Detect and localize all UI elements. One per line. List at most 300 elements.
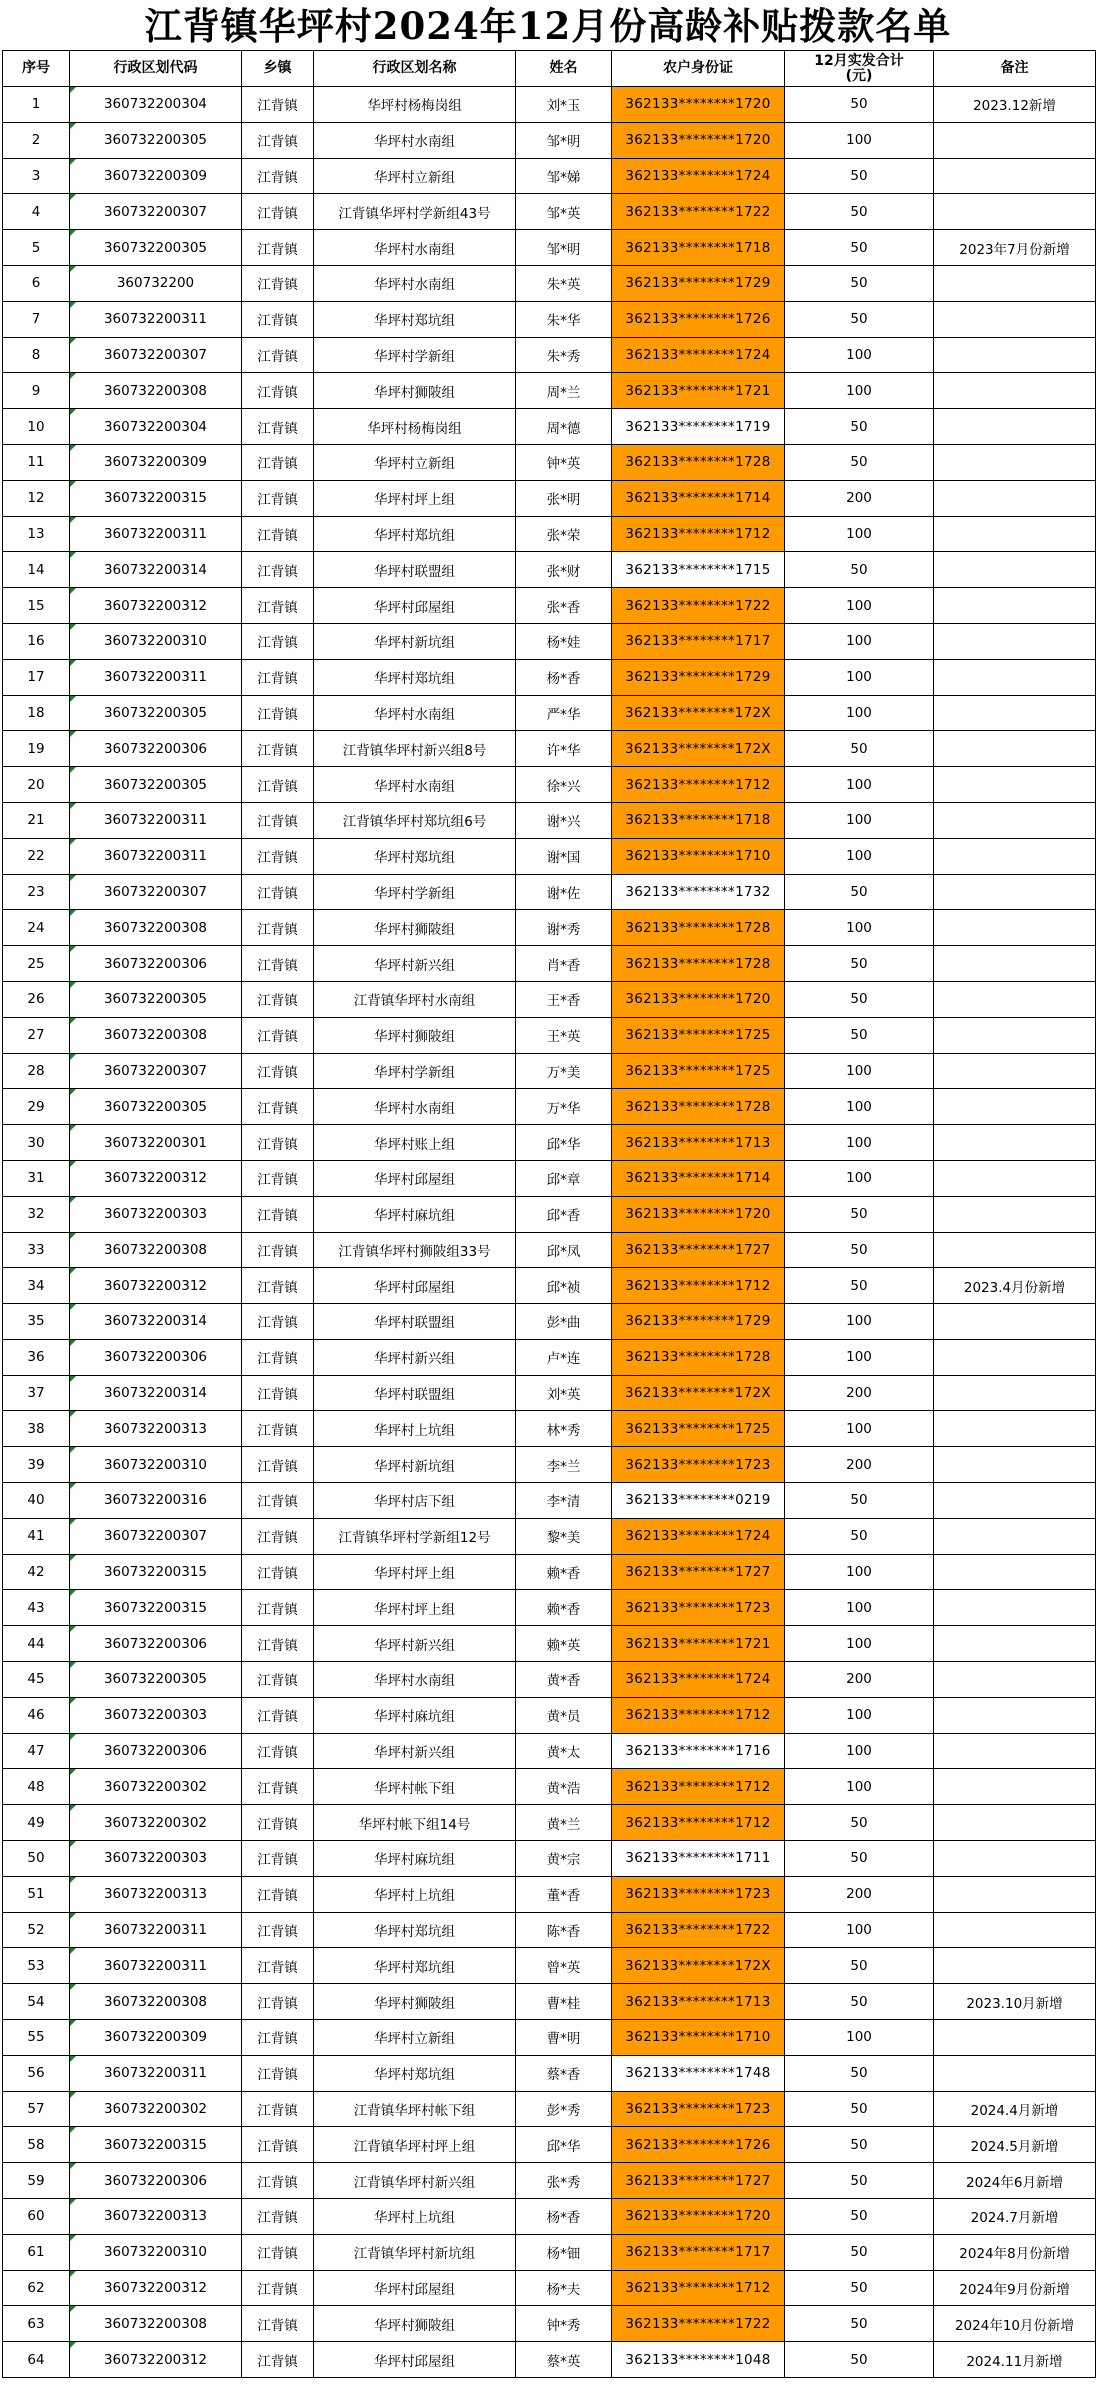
note-cell: [934, 1662, 1096, 1698]
table-row: [3, 2055, 1096, 2091]
note-cell: 2024年6月新增: [934, 2163, 1096, 2199]
area-name-cell: 华坪村上坑组: [314, 2199, 516, 2235]
table-row: [3, 1089, 1096, 1125]
town-cell: 江背镇: [242, 552, 314, 588]
person-name-cell: 邱*华: [516, 2127, 612, 2163]
amount-cell: 50: [785, 1805, 934, 1841]
row-number-cell: 33: [3, 1232, 70, 1268]
area-code-cell: 360732200305: [70, 122, 242, 158]
row-number-cell: 44: [3, 1626, 70, 1662]
area-name-cell: 华坪村水南组: [314, 1089, 516, 1125]
amount-cell: 50: [785, 1196, 934, 1232]
area-name-cell: 江背镇华坪村新兴组8号: [314, 731, 516, 767]
id-number-cell: 362133********1725: [612, 1017, 785, 1053]
area-code-cell: 360732200312: [70, 588, 242, 624]
town-cell: 江背镇: [242, 2055, 314, 2091]
person-name-cell: 万*华: [516, 1089, 612, 1125]
person-name-cell: 李*兰: [516, 1447, 612, 1483]
row-number-cell: 34: [3, 1268, 70, 1304]
note-cell: [934, 1232, 1096, 1268]
note-cell: [934, 1017, 1096, 1053]
note-cell: [934, 480, 1096, 516]
person-name-cell: 谢*佐: [516, 874, 612, 910]
area-name-cell: 华坪村麻坑组: [314, 1841, 516, 1877]
note-cell: [934, 301, 1096, 337]
row-number-cell: 49: [3, 1805, 70, 1841]
area-code-cell: 360732200306: [70, 2163, 242, 2199]
area-code-cell: 360732200302: [70, 2091, 242, 2127]
area-name-cell: 华坪村学新组: [314, 874, 516, 910]
table-row: [3, 2199, 1096, 2235]
row-number-cell: 62: [3, 2270, 70, 2306]
row-number-cell: 50: [3, 1841, 70, 1877]
row-number-cell: 29: [3, 1089, 70, 1125]
id-number-cell: 362133********1732: [612, 874, 785, 910]
area-name-cell: 华坪村狮陂组: [314, 1017, 516, 1053]
area-name-cell: 华坪村杨梅岗组: [314, 409, 516, 445]
person-name-cell: 张*香: [516, 588, 612, 624]
row-number-cell: 20: [3, 767, 70, 803]
note-cell: 2023.4月份新增: [934, 1268, 1096, 1304]
town-cell: 江背镇: [242, 588, 314, 624]
row-number-cell: 32: [3, 1196, 70, 1232]
person-name-cell: 朱*英: [516, 265, 612, 301]
row-number-cell: 14: [3, 552, 70, 588]
area-code-cell: 360732200305: [70, 1089, 242, 1125]
person-name-cell: 曹*桂: [516, 1984, 612, 2020]
table-row: [3, 1268, 1096, 1304]
table-row: [3, 1304, 1096, 1340]
town-cell: 江背镇: [242, 1375, 314, 1411]
person-name-cell: 陈*香: [516, 1912, 612, 1948]
table-row: [3, 695, 1096, 731]
area-name-cell: 华坪村坪上组: [314, 1590, 516, 1626]
area-name-cell: 华坪村水南组: [314, 265, 516, 301]
id-number-cell: 362133********172X: [612, 731, 785, 767]
person-name-cell: 万*美: [516, 1053, 612, 1089]
area-code-cell: 360732200306: [70, 731, 242, 767]
amount-cell: 50: [785, 1268, 934, 1304]
town-cell: 江背镇: [242, 409, 314, 445]
note-cell: 2024年9月份新增: [934, 2270, 1096, 2306]
area-name-cell: 华坪村联盟组: [314, 1304, 516, 1340]
town-cell: 江背镇: [242, 1232, 314, 1268]
table-row: [3, 87, 1096, 123]
amount-cell: 50: [785, 409, 934, 445]
row-number-cell: 4: [3, 194, 70, 230]
person-name-cell: 谢*国: [516, 838, 612, 874]
row-number-cell: 40: [3, 1483, 70, 1519]
area-name-cell: 华坪村帐下组14号: [314, 1805, 516, 1841]
town-cell: 江背镇: [242, 2234, 314, 2270]
table-row: [3, 2270, 1096, 2306]
person-name-cell: 彭*曲: [516, 1304, 612, 1340]
row-number-cell: 63: [3, 2306, 70, 2342]
table-row: [3, 1053, 1096, 1089]
area-code-cell: 360732200315: [70, 1590, 242, 1626]
town-cell: 江背镇: [242, 1089, 314, 1125]
person-name-cell: 黄*兰: [516, 1805, 612, 1841]
area-code-cell: 360732200316: [70, 1483, 242, 1519]
person-name-cell: 董*香: [516, 1876, 612, 1912]
row-number-cell: 60: [3, 2199, 70, 2235]
area-name-cell: 江背镇华坪村狮陂组33号: [314, 1232, 516, 1268]
amount-cell: 50: [785, 946, 934, 982]
area-name-cell: 华坪村水南组: [314, 122, 516, 158]
header-name: 姓名: [516, 51, 612, 87]
town-cell: 江背镇: [242, 2127, 314, 2163]
table-row: [3, 301, 1096, 337]
row-number-cell: 35: [3, 1304, 70, 1340]
note-cell: [934, 265, 1096, 301]
area-name-cell: 华坪村麻坑组: [314, 1697, 516, 1733]
note-cell: [934, 695, 1096, 731]
id-number-cell: 362133********1723: [612, 1447, 785, 1483]
table-row: [3, 588, 1096, 624]
row-number-cell: 57: [3, 2091, 70, 2127]
id-number-cell: 362133********1729: [612, 1304, 785, 1340]
area-code-cell: 360732200311: [70, 1912, 242, 1948]
person-name-cell: 赖*香: [516, 1590, 612, 1626]
person-name-cell: 刘*玉: [516, 87, 612, 123]
note-cell: [934, 516, 1096, 552]
area-name-cell: 华坪村立新组: [314, 444, 516, 480]
id-number-cell: 362133********1724: [612, 158, 785, 194]
person-name-cell: 黎*美: [516, 1518, 612, 1554]
area-code-cell: 360732200306: [70, 1339, 242, 1375]
person-name-cell: 曹*明: [516, 2020, 612, 2056]
amount-cell: 100: [785, 373, 934, 409]
note-cell: [934, 946, 1096, 982]
area-name-cell: 华坪村新坑组: [314, 623, 516, 659]
id-number-cell: 362133********1712: [612, 2270, 785, 2306]
amount-cell: 100: [785, 623, 934, 659]
note-cell: [934, 838, 1096, 874]
area-name-cell: 华坪村新坑组: [314, 1447, 516, 1483]
town-cell: 江背镇: [242, 981, 314, 1017]
row-number-cell: 64: [3, 2342, 70, 2378]
amount-cell: 100: [785, 1160, 934, 1196]
row-number-cell: 9: [3, 373, 70, 409]
table-row: [3, 552, 1096, 588]
note-cell: [934, 1769, 1096, 1805]
amount-cell: 100: [785, 1089, 934, 1125]
area-code-cell: 360732200308: [70, 1984, 242, 2020]
person-name-cell: 杨*夫: [516, 2270, 612, 2306]
id-number-cell: 362133********1720: [612, 87, 785, 123]
table-row: [3, 2127, 1096, 2163]
town-cell: 江背镇: [242, 2270, 314, 2306]
note-cell: 2024.5月新增: [934, 2127, 1096, 2163]
area-code-cell: 360732200311: [70, 301, 242, 337]
row-number-cell: 30: [3, 1125, 70, 1161]
amount-cell: 100: [785, 1125, 934, 1161]
note-cell: [934, 1304, 1096, 1340]
area-name-cell: 江背镇华坪村新兴组: [314, 2163, 516, 2199]
amount-cell: 100: [785, 1304, 934, 1340]
table-row: [3, 1160, 1096, 1196]
area-name-cell: 华坪村坪上组: [314, 1554, 516, 1590]
id-number-cell: 362133********1710: [612, 2020, 785, 2056]
id-number-cell: 362133********1721: [612, 373, 785, 409]
area-name-cell: 华坪村郑坑组: [314, 301, 516, 337]
town-cell: 江背镇: [242, 802, 314, 838]
id-number-cell: 362133********172X: [612, 695, 785, 731]
amount-cell: 50: [785, 2342, 934, 2378]
area-code-cell: 360732200308: [70, 910, 242, 946]
amount-cell: 50: [785, 2055, 934, 2091]
amount-cell: 50: [785, 2306, 934, 2342]
area-code-cell: 360732200307: [70, 194, 242, 230]
table-row: [3, 444, 1096, 480]
table-row: [3, 802, 1096, 838]
table-row: [3, 1518, 1096, 1554]
area-code-cell: 360732200311: [70, 802, 242, 838]
area-name-cell: 华坪村账上组: [314, 1125, 516, 1161]
town-cell: 江背镇: [242, 910, 314, 946]
area-name-cell: 华坪村邱屋组: [314, 588, 516, 624]
note-cell: [934, 802, 1096, 838]
person-name-cell: 黄*浩: [516, 1769, 612, 1805]
row-number-cell: 12: [3, 480, 70, 516]
person-name-cell: 周*德: [516, 409, 612, 445]
id-number-cell: 362133********1728: [612, 1339, 785, 1375]
area-name-cell: 华坪村坪上组: [314, 480, 516, 516]
town-cell: 江背镇: [242, 1483, 314, 1519]
area-name-cell: 华坪村邱屋组: [314, 1268, 516, 1304]
amount-cell: 50: [785, 87, 934, 123]
town-cell: 江背镇: [242, 1447, 314, 1483]
table-row: [3, 1554, 1096, 1590]
id-number-cell: 362133********1724: [612, 337, 785, 373]
row-number-cell: 21: [3, 802, 70, 838]
amount-cell: 50: [785, 1483, 934, 1519]
town-cell: 江背镇: [242, 1662, 314, 1698]
table-row: [3, 1232, 1096, 1268]
town-cell: 江背镇: [242, 1626, 314, 1662]
row-number-cell: 27: [3, 1017, 70, 1053]
town-cell: 江背镇: [242, 874, 314, 910]
id-number-cell: 362133********1712: [612, 1805, 785, 1841]
person-name-cell: 肖*香: [516, 946, 612, 982]
area-name-cell: 华坪村邱屋组: [314, 2342, 516, 2378]
table-row: [3, 838, 1096, 874]
area-name-cell: 华坪村麻坑组: [314, 1196, 516, 1232]
person-name-cell: 黄*员: [516, 1697, 612, 1733]
area-code-cell: 360732200312: [70, 1160, 242, 1196]
note-cell: [934, 659, 1096, 695]
id-number-cell: 362133********1728: [612, 1089, 785, 1125]
area-name-cell: 华坪村立新组: [314, 158, 516, 194]
table-row: [3, 373, 1096, 409]
person-name-cell: 彭*秀: [516, 2091, 612, 2127]
row-number-cell: 18: [3, 695, 70, 731]
header-town: 乡镇: [242, 51, 314, 87]
row-number-cell: 13: [3, 516, 70, 552]
amount-cell: 50: [785, 230, 934, 266]
town-cell: 江背镇: [242, 1125, 314, 1161]
note-cell: [934, 1697, 1096, 1733]
header-code: 行政区划代码: [70, 51, 242, 87]
area-code-cell: 360732200306: [70, 1733, 242, 1769]
person-name-cell: 朱*华: [516, 301, 612, 337]
id-number-cell: 362133********1712: [612, 1697, 785, 1733]
person-name-cell: 黄*香: [516, 1662, 612, 1698]
person-name-cell: 张*明: [516, 480, 612, 516]
row-number-cell: 56: [3, 2055, 70, 2091]
amount-cell: 50: [785, 1232, 934, 1268]
area-code-cell: 360732200310: [70, 1447, 242, 1483]
amount-cell: 100: [785, 1912, 934, 1948]
id-number-cell: 362133********1714: [612, 1160, 785, 1196]
amount-cell: 100: [785, 659, 934, 695]
area-code-cell: 360732200313: [70, 1876, 242, 1912]
town-cell: 江背镇: [242, 767, 314, 803]
table-row: [3, 230, 1096, 266]
person-name-cell: 蔡*英: [516, 2342, 612, 2378]
table-row: [3, 2020, 1096, 2056]
amount-cell: 200: [785, 1876, 934, 1912]
note-cell: [934, 2055, 1096, 2091]
amount-cell: 50: [785, 874, 934, 910]
area-code-cell: 360732200311: [70, 1948, 242, 1984]
note-cell: 2024.4月新增: [934, 2091, 1096, 2127]
note-cell: [934, 767, 1096, 803]
id-number-cell: 362133********1711: [612, 1841, 785, 1877]
person-name-cell: 李*清: [516, 1483, 612, 1519]
area-code-cell: 360732200305: [70, 695, 242, 731]
area-name-cell: 华坪村水南组: [314, 767, 516, 803]
person-name-cell: 钟*英: [516, 444, 612, 480]
amount-cell: 50: [785, 2199, 934, 2235]
area-name-cell: 华坪村郑坑组: [314, 2055, 516, 2091]
id-number-cell: 362133********1728: [612, 444, 785, 480]
town-cell: 江背镇: [242, 194, 314, 230]
subsidy-table: [2, 50, 1096, 2378]
area-name-cell: 华坪村狮陂组: [314, 910, 516, 946]
amount-cell: 50: [785, 444, 934, 480]
person-name-cell: 徐*兴: [516, 767, 612, 803]
town-cell: 江背镇: [242, 87, 314, 123]
amount-cell: 50: [785, 2091, 934, 2127]
area-code-cell: 360732200312: [70, 1268, 242, 1304]
amount-cell: 50: [785, 2127, 934, 2163]
town-cell: 江背镇: [242, 2342, 314, 2378]
town-cell: 江背镇: [242, 2306, 314, 2342]
note-cell: [934, 122, 1096, 158]
town-cell: 江背镇: [242, 1697, 314, 1733]
id-number-cell: 362133********1726: [612, 2127, 785, 2163]
id-number-cell: 362133********1724: [612, 1518, 785, 1554]
area-name-cell: 华坪村联盟组: [314, 1375, 516, 1411]
row-number-cell: 24: [3, 910, 70, 946]
id-number-cell: 362133********1712: [612, 1268, 785, 1304]
table-row: [3, 1411, 1096, 1447]
table-row: [3, 158, 1096, 194]
area-code-cell: 360732200314: [70, 1304, 242, 1340]
person-name-cell: 邹*英: [516, 194, 612, 230]
id-number-cell: 362133********1712: [612, 767, 785, 803]
person-name-cell: 杨*娃: [516, 623, 612, 659]
table-row: [3, 1733, 1096, 1769]
amount-cell: 100: [785, 802, 934, 838]
table-row: [3, 874, 1096, 910]
area-name-cell: 华坪村狮陂组: [314, 1984, 516, 2020]
header-area: 行政区划名称: [314, 51, 516, 87]
note-cell: [934, 552, 1096, 588]
note-cell: 2023.12新增: [934, 87, 1096, 123]
amount-cell: 100: [785, 1554, 934, 1590]
town-cell: 江背镇: [242, 1912, 314, 1948]
note-cell: 2024年8月份新增: [934, 2234, 1096, 2270]
area-code-cell: 360732200303: [70, 1196, 242, 1232]
table-row: [3, 409, 1096, 445]
table-row: [3, 122, 1096, 158]
id-number-cell: 362133********1714: [612, 480, 785, 516]
person-name-cell: 卢*连: [516, 1339, 612, 1375]
area-name-cell: 华坪村新兴组: [314, 1626, 516, 1662]
person-name-cell: 王*英: [516, 1017, 612, 1053]
table-row: [3, 1841, 1096, 1877]
table-row: [3, 946, 1096, 982]
table-row: [3, 659, 1096, 695]
amount-cell: 50: [785, 552, 934, 588]
town-cell: 江背镇: [242, 1733, 314, 1769]
id-number-cell: 362133********1048: [612, 2342, 785, 2378]
town-cell: 江背镇: [242, 1590, 314, 1626]
town-cell: 江背镇: [242, 1160, 314, 1196]
area-name-cell: 华坪村学新组: [314, 337, 516, 373]
person-name-cell: 张*荣: [516, 516, 612, 552]
amount-cell: 50: [785, 265, 934, 301]
id-number-cell: 362133********1720: [612, 122, 785, 158]
amount-cell: 50: [785, 2234, 934, 2270]
area-code-cell: 360732200304: [70, 87, 242, 123]
area-name-cell: 华坪村邱屋组: [314, 2270, 516, 2306]
person-name-cell: 王*香: [516, 981, 612, 1017]
id-number-cell: 362133********1723: [612, 1590, 785, 1626]
note-cell: [934, 1196, 1096, 1232]
town-cell: 江背镇: [242, 1411, 314, 1447]
amount-cell: 50: [785, 1948, 934, 1984]
area-name-cell: 华坪村学新组: [314, 1053, 516, 1089]
person-name-cell: 谢*兴: [516, 802, 612, 838]
table-row: [3, 1483, 1096, 1519]
town-cell: 江背镇: [242, 1554, 314, 1590]
id-number-cell: 362133********1748: [612, 2055, 785, 2091]
row-number-cell: 55: [3, 2020, 70, 2056]
town-cell: 江背镇: [242, 2020, 314, 2056]
area-name-cell: 华坪村新兴组: [314, 1339, 516, 1375]
row-number-cell: 48: [3, 1769, 70, 1805]
amount-cell: 100: [785, 767, 934, 803]
amount-cell: 100: [785, 1626, 934, 1662]
town-cell: 江背镇: [242, 230, 314, 266]
area-code-cell: 360732200310: [70, 623, 242, 659]
note-cell: [934, 1411, 1096, 1447]
row-number-cell: 37: [3, 1375, 70, 1411]
note-cell: 2023年7月份新增: [934, 230, 1096, 266]
area-code-cell: 360732200311: [70, 838, 242, 874]
row-number-cell: 3: [3, 158, 70, 194]
town-cell: 江背镇: [242, 1518, 314, 1554]
person-name-cell: 邱*祯: [516, 1268, 612, 1304]
amount-cell: 50: [785, 1984, 934, 2020]
row-number-cell: 42: [3, 1554, 70, 1590]
town-cell: 江背镇: [242, 695, 314, 731]
id-number-cell: 362133********1723: [612, 1876, 785, 1912]
amount-cell: 50: [785, 1017, 934, 1053]
